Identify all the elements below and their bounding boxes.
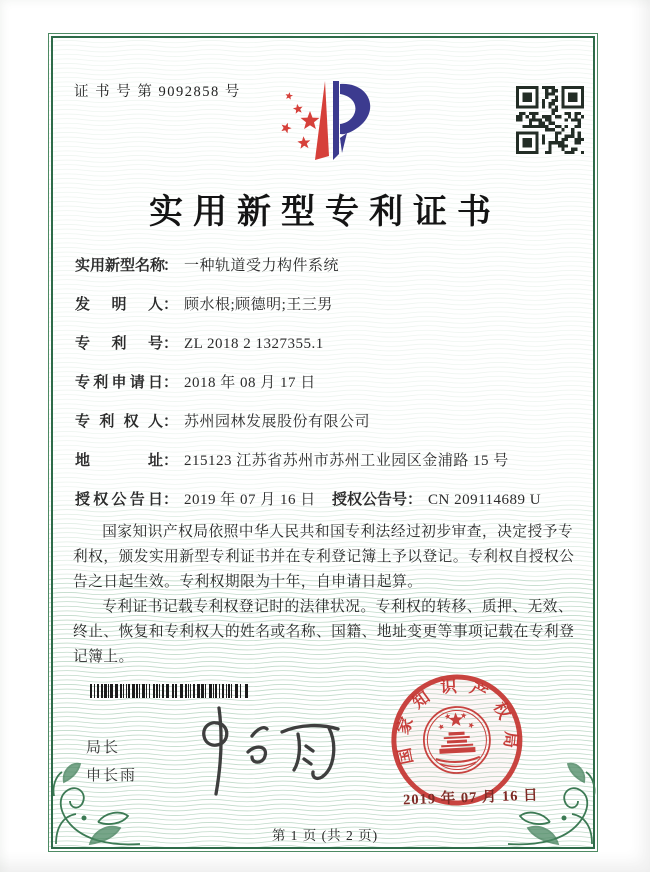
logo-p-bowl [340, 84, 370, 134]
field-label: 实用新型名称 [75, 258, 166, 274]
field-value: 顾水根;顾德明;王三男 [184, 297, 333, 313]
field-label: 专利号 [75, 336, 163, 352]
floral-corner-icon [50, 752, 142, 848]
field-row-inventors [75, 293, 580, 315]
field-value: 2019 年 07 月 16 日 [184, 492, 316, 508]
legal-text-block [73, 520, 579, 670]
floral-corner-icon [506, 752, 598, 848]
certificate-title: 实用新型专利证书 [149, 194, 501, 231]
field-label: 发明人 [75, 297, 163, 313]
field-label: 地址 [75, 453, 163, 469]
logo-blue-wedge [340, 133, 347, 153]
field-row-grant [75, 488, 580, 510]
logo-stars [281, 92, 319, 149]
grant-number-group [332, 488, 541, 509]
qr-code-icon [516, 86, 584, 154]
certificate-number: 证 书 号 第 9092858 号 [74, 84, 241, 100]
field-value: 苏州园林发展股份有限公司 [184, 414, 371, 430]
field-row-patent-no [75, 332, 580, 354]
seal-date: 2019 年 07 月 16 日 [402, 787, 539, 809]
field-row-name [75, 254, 580, 276]
legal-paragraph: 专利证书记载专利权登记时的法律状况。专利权的转移、质押、无效、终止、恢复和专利权人的姓名或名称、国籍、地址变更等事项记载在专利登记簿上。 [73, 599, 575, 665]
field-row-address [75, 449, 580, 471]
handwritten-signature-icon [186, 702, 351, 802]
page-number: 第 1 页 (共 2 页) [271, 828, 379, 843]
field-label: 授权公告日 [75, 492, 163, 508]
seal-ring-text: 国家知识产权局 [392, 676, 521, 767]
cnipa-logo-icon [262, 76, 398, 172]
field-colon: ： [407, 492, 423, 508]
field-label: 授权公告号 [332, 492, 408, 508]
field-colon: ： [163, 297, 179, 313]
field-colon: ： [163, 375, 179, 391]
signer-title: 局长 [86, 740, 121, 756]
field-value: ZL 2018 2 1327355.1 [184, 336, 324, 352]
field-value: 215123 江苏省苏州市苏州工业园区金浦路 15 号 [184, 453, 509, 469]
field-row-filing-date [75, 371, 580, 393]
field-label: 专利权人 [75, 414, 163, 430]
logo-red-wedge [315, 81, 329, 160]
field-colon: ： [163, 414, 179, 430]
field-colon: ： [163, 453, 179, 469]
legal-paragraph: 国家知识产权局依照中华人民共和国专利法经过初步审查，决定授予专利权，颁发实用新型专利证书并在专利登记簿上予以登记。专利权自授权公告之日起生效。专利权期限为十年，自申请日起算。 [73, 524, 575, 590]
field-colon: ： [163, 336, 179, 352]
field-colon: ： [163, 258, 179, 274]
field-value: 一种轨道受力构件系统 [184, 258, 340, 274]
field-value: CN 209114689 U [428, 492, 542, 508]
field-label: 专利申请日 [75, 375, 163, 391]
field-value: 2018 年 08 月 17 日 [184, 375, 316, 391]
field-colon: ： [163, 492, 179, 508]
barcode-icon [90, 684, 248, 698]
field-row-patentee [75, 410, 580, 432]
logo-blue-bar [333, 81, 339, 160]
signer-name: 申长雨 [86, 768, 138, 784]
